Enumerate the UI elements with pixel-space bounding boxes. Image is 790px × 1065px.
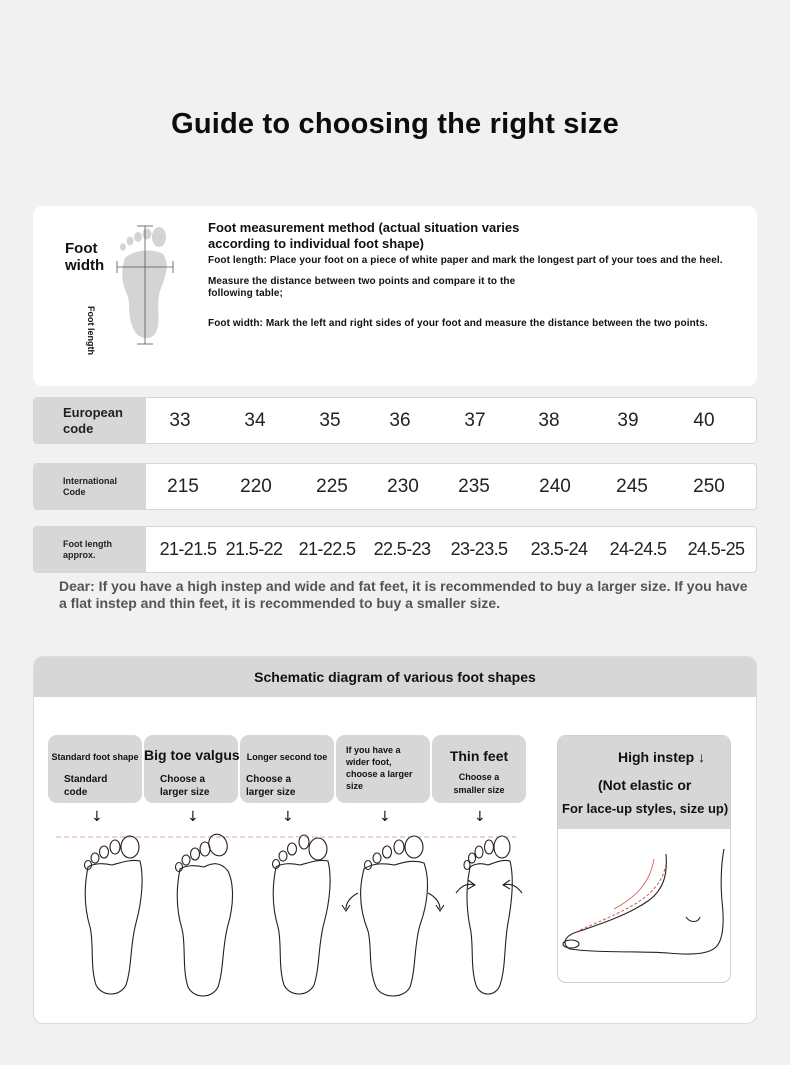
foot-length-instruction: Foot length: Place your foot on a piece of white paper and mark the longest part of your toes and the heel. [208, 255, 723, 266]
size-row-european [33, 397, 757, 444]
foot-width-label: Foot width [65, 240, 105, 274]
foot-shapes-card [33, 656, 757, 1024]
down-arrow-icon: ↓ [474, 809, 486, 825]
longer-second-toe-icon [273, 835, 331, 994]
measure-distance-instruction: Measure the distance between two points and compare it to the following table; [208, 276, 516, 299]
size-cell: 21.5-22 [225, 539, 283, 559]
size-cell: 250 [693, 475, 725, 497]
shape-box-longer-second-toe: Longer second toe Choose a larger size [240, 735, 334, 803]
size-cell: 23-23.5 [450, 539, 508, 559]
size-cell: 230 [387, 475, 419, 497]
row-label: International Code [34, 464, 146, 509]
size-cell: 245 [616, 475, 648, 497]
high-instep-foot-icon [558, 829, 731, 983]
shape-box-thin-feet: Thin feet Choose a smaller size [432, 735, 526, 803]
page-title: Guide to choosing the right size [171, 108, 619, 140]
size-row-foot-length [33, 526, 757, 573]
foot-width-instruction: Foot width: Mark the left and right sides of your foot and measure the distance between the two points. [208, 318, 708, 329]
size-cell: 23.5-24 [530, 539, 588, 559]
size-cell: 220 [240, 475, 272, 497]
size-cell: 39 [617, 409, 639, 431]
down-arrow-icon: ↓ [282, 809, 294, 825]
size-cell: 22.5-23 [373, 539, 431, 559]
thin-foot-icon [456, 836, 522, 994]
size-cell: 40 [693, 409, 715, 431]
size-cell: 225 [316, 475, 348, 497]
down-arrow-icon: ↓ [91, 809, 103, 825]
measurement-instructions [208, 220, 753, 330]
size-cell: 33 [169, 409, 191, 431]
shape-box-wide-foot: If you have a wider foot, choose a larger size [336, 735, 430, 803]
measurement-heading: Foot measurement method (actual situation varies according to individual foot shape) [208, 220, 520, 251]
high-instep-panel [557, 735, 731, 983]
down-arrow-icon: ↓ [379, 809, 391, 825]
size-cell: 24-24.5 [609, 539, 667, 559]
measurement-card [33, 206, 757, 386]
size-cell: 34 [244, 409, 266, 431]
size-cell: 37 [464, 409, 486, 431]
size-cell: 215 [167, 475, 199, 497]
size-cell: 21-21.5 [159, 539, 217, 559]
foot-length-label: Foot length [86, 306, 96, 356]
size-cell: 36 [389, 409, 411, 431]
size-cell: 240 [539, 475, 571, 497]
high-instep-label: High instep ↓ (Not elastic or For lace-up styles, size up) [558, 736, 730, 829]
size-row-international [33, 463, 757, 510]
size-cell: 21-22.5 [298, 539, 356, 559]
row-label: Foot length approx. [34, 527, 146, 572]
foot-shapes-heading: Schematic diagram of various foot shapes [34, 657, 756, 697]
shape-box-standard: Standard foot shape Standard code [48, 735, 142, 803]
size-cell: 24.5-25 [687, 539, 745, 559]
row-label: European code [34, 398, 146, 443]
shape-box-big-toe-valgus: Big toe valgus Choose a larger size [144, 735, 238, 803]
down-arrow-icon: ↓ [187, 809, 199, 825]
standard-foot-icon [85, 836, 143, 994]
size-cell: 35 [319, 409, 341, 431]
footprint-icon [103, 222, 183, 348]
size-cell: 235 [458, 475, 490, 497]
size-cell: 38 [538, 409, 560, 431]
big-toe-valgus-icon [176, 832, 233, 996]
size-advice-note: Dear: If you have a high instep and wide and fat feet, it is recommended to buy a larger size. If you have a flat instep and thin feet, it is recommended to buy a smaller size. [59, 578, 748, 611]
wide-foot-icon [342, 836, 444, 996]
